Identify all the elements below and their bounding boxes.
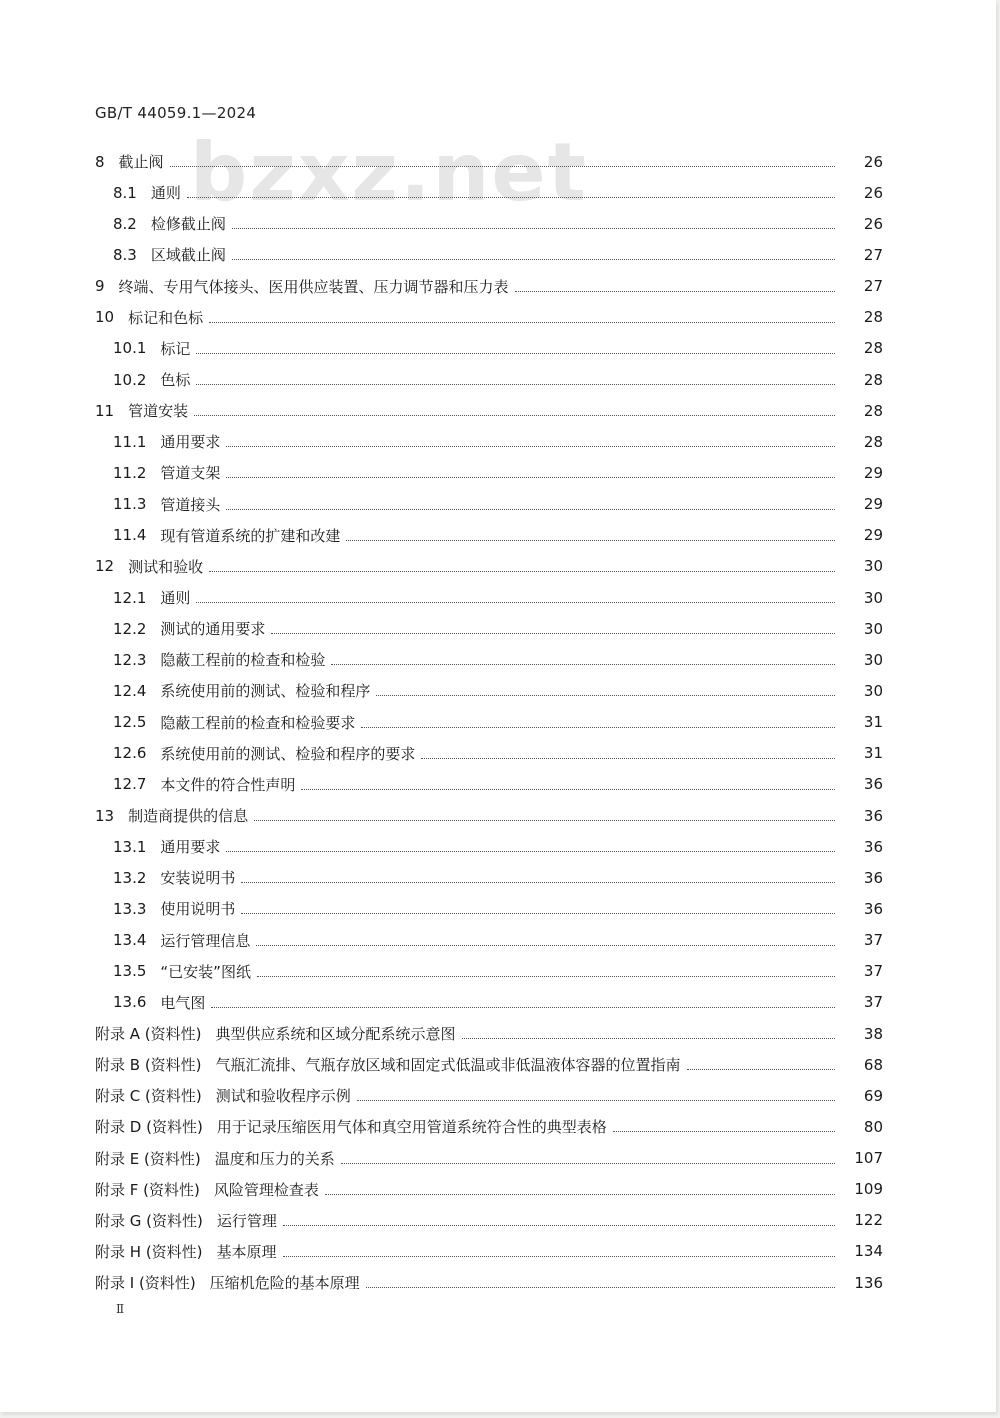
toc-entry-page: 37 <box>863 931 883 950</box>
toc-entry-title: 运行管理 <box>216 1211 277 1230</box>
toc-entry-title: 温度和压力的关系 <box>214 1149 335 1168</box>
toc-entry-title: 隐蔽工程前的检查和检验 <box>160 651 326 670</box>
toc-entry-page: 29 <box>863 463 883 482</box>
toc-dot-leader <box>226 851 835 852</box>
toc-entry-page: 29 <box>863 495 883 514</box>
toc-entry-number: 12.4 <box>113 681 147 700</box>
toc-dot-leader <box>241 913 835 914</box>
toc-entry[interactable] <box>0 146 996 177</box>
toc-entry-page: 68 <box>863 1055 883 1074</box>
toc-dot-leader <box>361 727 835 728</box>
toc-entry[interactable] <box>0 582 996 613</box>
toc-entry[interactable] <box>0 1080 996 1111</box>
toc-entry[interactable] <box>0 1236 996 1267</box>
toc-entry-number: 13.2 <box>113 868 147 887</box>
toc-entry-page: 26 <box>863 214 883 233</box>
toc-entry-number: 10.2 <box>113 370 147 389</box>
toc-entry[interactable] <box>0 675 996 706</box>
toc-entry-title: 通则 <box>160 589 191 608</box>
toc-entry-number: 13.3 <box>113 899 147 918</box>
toc-dot-leader <box>226 509 835 510</box>
toc-entry[interactable] <box>0 457 996 488</box>
toc-entry[interactable] <box>0 395 996 426</box>
toc-entry-title: 管道接头 <box>160 495 221 514</box>
toc-entry[interactable] <box>0 862 996 893</box>
toc-entry[interactable] <box>0 707 996 738</box>
toc-dot-leader <box>170 166 835 167</box>
toc-entry-title: 使用说明书 <box>160 900 236 919</box>
toc-entry-number: 附录 A (资料性) <box>95 1025 202 1043</box>
toc-entry[interactable] <box>0 831 996 862</box>
toc-entry-title: 典型供应系统和区域分配系统示意图 <box>215 1025 456 1043</box>
toc-dot-leader <box>331 664 835 665</box>
toc-entry-page: 36 <box>863 868 883 887</box>
toc-entry[interactable] <box>0 1205 996 1236</box>
toc-entry-number: 12.7 <box>113 775 147 794</box>
toc-entry-page: 30 <box>863 619 883 638</box>
toc-entry-page: 36 <box>863 899 883 918</box>
document-id-header: GB/T 44059.1—2024 <box>95 104 257 122</box>
toc-entry-page: 30 <box>863 557 883 576</box>
toc-entry-title: 基本原理 <box>216 1242 277 1261</box>
toc-entry[interactable] <box>0 426 996 457</box>
toc-dot-leader <box>283 1225 835 1226</box>
toc-entry-title: 管道支架 <box>160 464 221 483</box>
toc-entry-title: “已安装”图纸 <box>160 962 251 981</box>
toc-entry-number: 附录 F (资料性) <box>95 1180 200 1199</box>
toc-dot-leader <box>226 446 835 447</box>
toc-entry-number: 12.2 <box>113 619 147 638</box>
toc-dot-leader <box>254 820 835 821</box>
toc-dot-leader <box>687 1069 835 1070</box>
toc-entry-title: 运行管理信息 <box>160 931 251 950</box>
toc-dot-leader <box>187 197 835 198</box>
toc-entry-title: 标记 <box>160 339 191 358</box>
toc-entry[interactable] <box>0 769 996 800</box>
toc-entry-number: 12 <box>95 557 115 576</box>
toc-dot-leader <box>209 322 835 323</box>
toc-entry-number: 10.1 <box>113 339 147 358</box>
toc-entry[interactable] <box>0 738 996 769</box>
toc-dot-leader <box>241 882 835 883</box>
page-number-footer: Ⅱ <box>116 1302 125 1316</box>
toc-dot-leader <box>226 477 835 478</box>
toc-entry-title: 测试和验收 <box>128 557 204 576</box>
toc-entry-page: 122 <box>854 1211 883 1230</box>
toc-dot-leader <box>257 976 835 977</box>
toc-entry-number: 13.4 <box>113 931 147 950</box>
toc-entry-page: 28 <box>863 432 883 451</box>
toc-dot-leader <box>346 540 835 541</box>
toc-entry-page: 134 <box>854 1242 883 1261</box>
toc-entry-number: 12.6 <box>113 744 147 763</box>
toc-entry-number: 13.5 <box>113 962 147 981</box>
toc-entry[interactable] <box>0 177 996 208</box>
toc-entry-title: 系统使用前的测试、检验和程序的要求 <box>160 744 416 763</box>
toc-entry-number: 8.1 <box>113 183 137 202</box>
toc-entry[interactable] <box>0 1174 996 1205</box>
toc-entry[interactable] <box>0 1018 996 1049</box>
toc-entry-page: 28 <box>863 339 883 358</box>
toc-entry-page: 136 <box>854 1273 883 1292</box>
toc-dot-leader <box>194 415 835 416</box>
toc-entry-page: 27 <box>863 245 883 264</box>
toc-entry[interactable] <box>0 893 996 924</box>
toc-entry[interactable] <box>0 1049 996 1080</box>
toc-entry-number: 附录 B (资料性) <box>95 1056 202 1075</box>
toc-dot-leader <box>209 571 835 572</box>
toc-entry-page: 69 <box>863 1086 883 1105</box>
toc-entry-number: 13 <box>95 806 115 825</box>
toc-dot-leader <box>232 259 835 260</box>
toc-entry[interactable] <box>0 987 996 1018</box>
toc-entry-title: 测试和验收程序示例 <box>215 1087 351 1106</box>
toc-dot-leader <box>515 291 835 292</box>
toc-entry-number: 11.3 <box>113 495 147 514</box>
toc-entry-title: 制造商提供的信息 <box>128 807 249 826</box>
toc-dot-leader <box>376 695 835 696</box>
toc-entry[interactable] <box>0 800 996 831</box>
toc-entry-number: 8.3 <box>113 245 137 264</box>
toc-entry-number: 附录 C (资料性) <box>95 1087 202 1106</box>
toc-entry-page: 36 <box>863 775 883 794</box>
toc-entry-title: 检修截止阀 <box>150 215 226 234</box>
toc-entry[interactable] <box>0 271 996 302</box>
toc-entry-page: 36 <box>863 806 883 825</box>
toc-dot-leader <box>325 1194 835 1195</box>
toc-entry-number: 13.6 <box>113 993 147 1012</box>
toc-entry-page: 38 <box>863 1024 883 1043</box>
toc-entry[interactable] <box>0 1267 996 1298</box>
toc-entry[interactable] <box>0 302 996 333</box>
toc-entry-number: 9 <box>95 277 105 296</box>
toc-entry-title: 通用要求 <box>160 838 221 857</box>
toc-entry-number: 12.3 <box>113 650 147 669</box>
toc-entry-title: 截止阀 <box>118 153 164 172</box>
toc-entry[interactable] <box>0 208 996 239</box>
toc-entry-page: 31 <box>863 744 883 763</box>
toc-entry[interactable] <box>0 1111 996 1142</box>
toc-entry-number: 附录 G (资料性) <box>95 1211 203 1230</box>
toc-entry-number: 11.2 <box>113 463 147 482</box>
toc-entry-title: 本文件的符合性声明 <box>160 775 296 794</box>
toc-dot-leader <box>271 633 835 634</box>
toc-entry-number: 附录 E (资料性) <box>95 1149 201 1168</box>
toc-dot-leader <box>366 1287 835 1288</box>
toc-entry[interactable] <box>0 551 996 582</box>
toc-dot-leader <box>283 1256 835 1257</box>
toc-entry-title: 压缩机危险的基本原理 <box>209 1274 360 1293</box>
toc-dot-leader <box>341 1163 835 1164</box>
toc-entry-page: 29 <box>863 526 883 545</box>
toc-entry[interactable] <box>0 613 996 644</box>
toc-entry-page: 109 <box>854 1180 883 1199</box>
toc-entry-page: 30 <box>863 588 883 607</box>
toc-entry-title: 系统使用前的测试、检验和程序 <box>160 682 371 701</box>
toc-entry-title: 标记和色标 <box>128 308 204 327</box>
table-of-contents <box>0 146 996 1298</box>
toc-entry-title: 区域截止阀 <box>150 246 226 265</box>
toc-entry-title: 现有管道系统的扩建和改建 <box>160 526 341 545</box>
toc-entry[interactable] <box>0 333 996 364</box>
toc-entry-number: 11.1 <box>113 432 147 451</box>
toc-entry[interactable] <box>0 1143 996 1174</box>
toc-entry-number: 13.1 <box>113 837 147 856</box>
toc-entry-title: 用于记录压缩医用气体和真空用管道系统符合性的典型表格 <box>216 1118 607 1137</box>
toc-entry-page: 28 <box>863 401 883 420</box>
toc-entry-number: 10 <box>95 308 115 327</box>
toc-entry-title: 气瓶汇流排、气瓶存放区域和固定式低温或非低温液体容器的位置指南 <box>215 1056 681 1075</box>
toc-entry-title: 色标 <box>160 371 191 390</box>
toc-entry-title: 通用要求 <box>160 433 221 452</box>
toc-entry-title: 电气图 <box>160 993 206 1012</box>
toc-entry-page: 36 <box>863 837 883 856</box>
toc-entry[interactable] <box>0 364 996 395</box>
toc-entry-title: 风险管理检查表 <box>213 1180 319 1199</box>
toc-entry-number: 附录 D (资料性) <box>95 1118 203 1137</box>
watermark-text: bzxz.net <box>190 126 588 219</box>
toc-dot-leader <box>357 1100 835 1101</box>
toc-dot-leader <box>232 228 835 229</box>
toc-entry-number: 8 <box>95 152 105 171</box>
toc-entry[interactable] <box>0 489 996 520</box>
toc-dot-leader <box>196 384 835 385</box>
toc-dot-leader <box>196 353 835 354</box>
toc-dot-leader <box>211 1007 835 1008</box>
toc-entry-title: 管道安装 <box>128 402 189 421</box>
toc-entry-page: 26 <box>863 152 883 171</box>
toc-dot-leader <box>256 945 835 946</box>
toc-entry-page: 30 <box>863 650 883 669</box>
toc-entry-title: 隐蔽工程前的检查和检验要求 <box>160 713 356 732</box>
toc-entry-number: 12.5 <box>113 713 147 732</box>
toc-entry-number: 11 <box>95 401 115 420</box>
toc-dot-leader <box>462 1038 835 1039</box>
toc-entry-page: 37 <box>863 993 883 1012</box>
toc-entry-page: 28 <box>863 370 883 389</box>
toc-entry-title: 安装说明书 <box>160 869 236 888</box>
toc-entry-page: 107 <box>854 1149 883 1168</box>
toc-entry[interactable] <box>0 239 996 270</box>
toc-entry-page: 26 <box>863 183 883 202</box>
toc-entry[interactable] <box>0 520 996 551</box>
toc-entry-page: 28 <box>863 308 883 327</box>
toc-dot-leader <box>421 758 835 759</box>
toc-entry-page: 31 <box>863 713 883 732</box>
toc-entry-page: 27 <box>863 277 883 296</box>
toc-entry-title: 通则 <box>150 184 181 203</box>
toc-entry-title: 终端、专用气体接头、医用供应装置、压力调节器和压力表 <box>118 277 509 296</box>
toc-entry[interactable] <box>0 956 996 987</box>
toc-entry-title: 测试的通用要求 <box>160 620 266 639</box>
toc-entry[interactable] <box>0 644 996 675</box>
toc-dot-leader <box>301 789 835 790</box>
toc-entry-number: 8.2 <box>113 214 137 233</box>
toc-entry-number: 附录 I (资料性) <box>95 1274 196 1293</box>
toc-dot-leader <box>613 1131 835 1132</box>
toc-entry-page: 80 <box>863 1117 883 1136</box>
toc-entry-number: 11.4 <box>113 526 147 545</box>
toc-entry-number: 附录 H (资料性) <box>95 1242 203 1261</box>
toc-entry-page: 30 <box>863 681 883 700</box>
toc-entry-number: 12.1 <box>113 588 147 607</box>
toc-entry-page: 37 <box>863 962 883 981</box>
toc-dot-leader <box>196 602 835 603</box>
toc-entry[interactable] <box>0 925 996 956</box>
